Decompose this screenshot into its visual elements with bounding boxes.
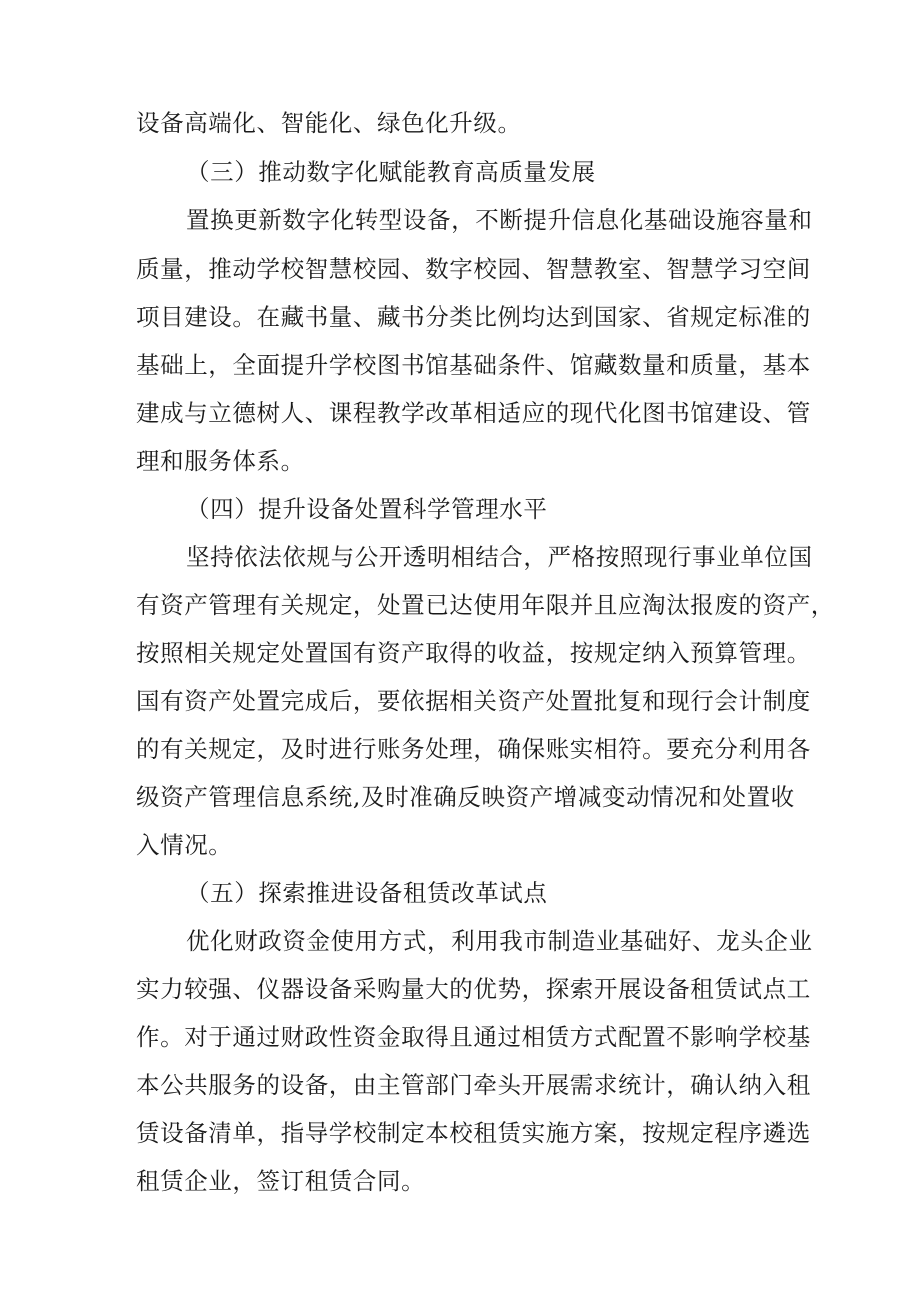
paragraph-line: 的有关规定，及时进行账务处理，确保账实相符。要充分利用各 (136, 735, 811, 763)
paragraph-line: 项目建设。在藏书量、藏书分类比例均达到国家、省规定标准的 (136, 303, 811, 331)
section-5-heading: （五）探索推进设备租赁改革试点 (186, 879, 548, 907)
paragraph-line: 按照相关规定处置国有资产取得的收益，按规定纳入预算管理。 (136, 639, 811, 667)
paragraph-line: 作。对于通过财政性资金取得且通过相赁方式配置不影响学校基 (136, 1023, 811, 1051)
paragraph-line: 赁设备清单，指导学校制定本校租赁实施方案，按规定程序遴选 (136, 1119, 811, 1147)
paragraph-line: 优化财政资金使用方式，利用我市制造业基础好、龙头企业 (186, 927, 813, 955)
paragraph-line: 本公共服务的设备，由主管部门牵头开展需求统计，确认纳入租 (136, 1071, 811, 1099)
paragraph-line: 基础上，全面提升学校图书馆基础条件、馆藏数量和质量，基本 (136, 351, 811, 379)
paragraph-line: 坚持依法依规与公开透明相结合，严格按照现行事业单位国 (186, 543, 813, 571)
paragraph-line: 有资产管理有关规定，处置已达使用年限并且应淘汰报废的资产， (136, 591, 835, 619)
paragraph-line: 租赁企业，签订租赁合同。 (136, 1167, 426, 1195)
paragraph-line: 国有资产处置完成后，要依据相关资产处置批复和现行会计制度 (136, 687, 811, 715)
section-4-heading: （四）提升设备处置科学管理水平 (186, 495, 548, 523)
paragraph-line: 质量，推动学校智慧校园、数字校园、智慧教室、智慧学习空间 (136, 255, 811, 283)
section-3-heading: （三）推动数字化赋能教育高质量发展 (186, 158, 596, 186)
paragraph-line: 建成与立德树人、课程教学改革相适应的现代化图书馆建设、管 (136, 399, 811, 427)
paragraph-line: 入情况。 (136, 831, 233, 859)
intro-line: 设备高端化、智能化、绿色化升级。 (136, 109, 522, 137)
paragraph-line: 级资产管理信息系统,及时准确反映资产增减变动情况和处置收 (136, 783, 795, 811)
paragraph-line: 实力较强、仪器设备采购量大的优势，探索开展设备租赁试点工 (136, 975, 811, 1003)
paragraph-line: 置换更新数字化转型设备，不断提升信息化基础设施容量和 (186, 206, 813, 234)
paragraph-line: 理和服务体系。 (136, 447, 305, 475)
